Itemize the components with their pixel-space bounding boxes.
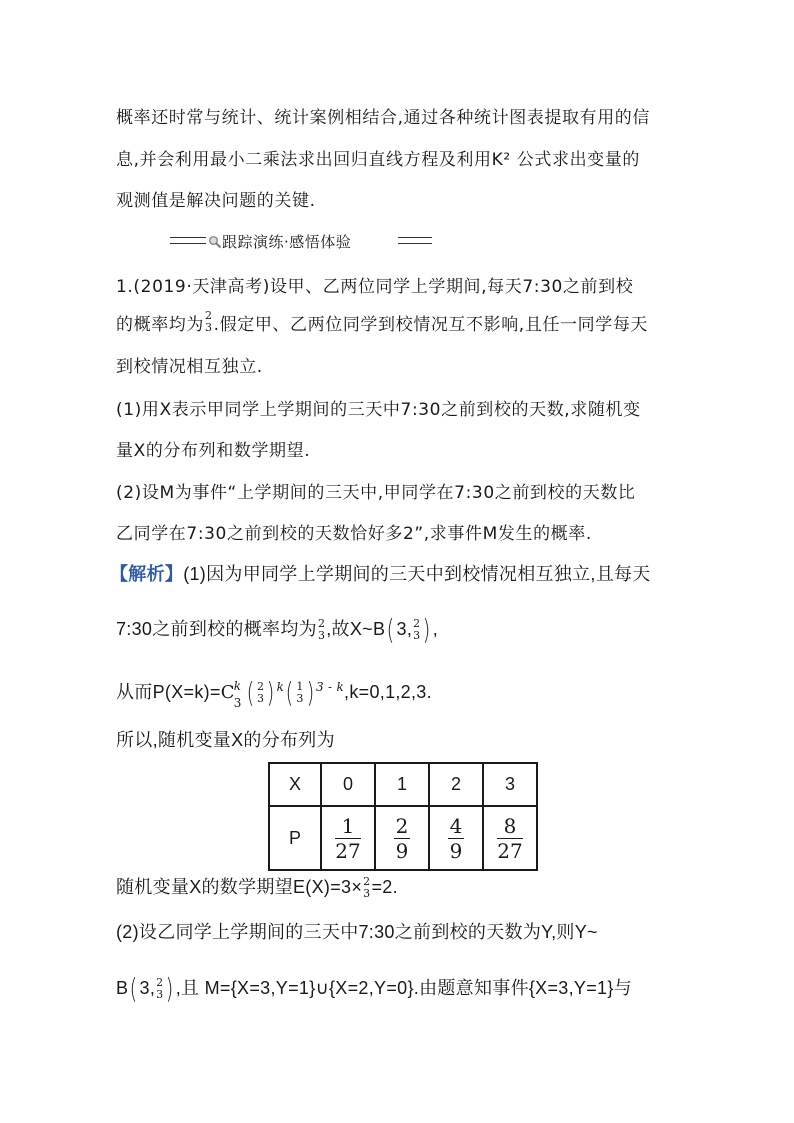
divider-rule-right: [398, 237, 432, 244]
solution-line-6: (2)设乙同学上学期间的三天中7:30之前到校的天数为Y,则Y~: [116, 922, 598, 942]
divider-rule-left: [170, 237, 206, 244]
solution-line-7: B(3, 2 3 ),且 M={X=3,Y=1}∪{X=2,Y=0}.由题意知事件{X=3,Y=1}与: [116, 972, 632, 1005]
prob-fraction: 2 3: [205, 309, 213, 334]
table-row: [269, 806, 537, 870]
table-row: [269, 763, 537, 806]
table-cell: 3: [483, 763, 537, 806]
question-line-3: 到校情况相互独立.: [116, 357, 263, 377]
prob-fraction-2: 2 3: [317, 617, 326, 642]
solution-line-5: 随机变量X的数学期望E(X)=3× 2 3 =2.: [116, 875, 398, 901]
magnifier-icon: [208, 235, 222, 249]
table-cell: [483, 806, 537, 870]
section-divider: [170, 233, 432, 253]
prob-value: $\frac{1}{27}$: [335, 813, 361, 863]
solution-line-3: 从而P(X=k)=C k 3 ( 2 3 ) $^k$( 1 3 ) $^{3 - k}$,k=0,1,2,3.: [116, 676, 432, 710]
intro-line-1: 概率还时常与统计、统计案例相结合,通过各种统计图表提取有用的信: [116, 108, 651, 128]
expectation-fraction: 2 3: [363, 875, 371, 901]
distribution-table: [268, 762, 538, 871]
section-title-text: 跟踪演练·感悟体验: [222, 233, 352, 251]
question-part1-line-1: (1)用X表示甲同学上学期间的三天中7:30之前到校的天数,求随机变: [116, 400, 641, 420]
table-cell: X: [269, 763, 321, 806]
question-line-2b: .假定甲、乙两位同学到校情况互不影响,且任一同学每天: [213, 315, 649, 335]
table-cell: 0: [321, 763, 375, 806]
combination-symbol: C k 3: [220, 679, 242, 710]
binomial-p-fraction-y: 2 3: [156, 976, 164, 1001]
section-title: [208, 231, 351, 252]
question-part2-line-2: 乙同学在7:30之前到校的天数恰好多2”,求事件M发生的概率.: [116, 524, 592, 544]
binomial-p-fraction: 2 3: [413, 617, 421, 642]
table-cell: [429, 806, 483, 870]
solution-line-4: 所以,随机变量X的分布列为: [116, 730, 335, 750]
solution-line-2: 7:30之前到校的概率均为 2 3 ,故X~B(3, 2 3 ),: [116, 613, 438, 646]
intro-line-3: 观测值是解决问题的关键.: [116, 191, 316, 211]
one-third-fraction: 1 3: [296, 680, 304, 706]
solution-text-1: (1)因为甲同学上学期间的三天中到校情况相互独立,且每天: [183, 564, 651, 584]
prob-value: $\frac{2}{9}$: [395, 813, 409, 863]
two-thirds-fraction: 2 3: [257, 680, 265, 706]
table-cell: 1: [375, 763, 429, 806]
question-line-1: 1.(2019·天津高考)设甲、乙两位同学上学期间,每天7:30之前到校: [116, 277, 634, 297]
table-cell: [375, 806, 429, 870]
solution-line-1: [110, 563, 651, 585]
solution-label: 【解析】: [110, 564, 184, 584]
intro-line-2: 息,并会利用最小二乘法求出回归直线方程及利用K² 公式求出变量的: [116, 150, 640, 170]
table-cell: [321, 806, 375, 870]
table-cell: P: [269, 806, 321, 870]
question-part1-line-2: 量X的分布列和数学期望.: [116, 441, 311, 461]
question-line-2: [116, 309, 649, 336]
question-line-2a: 的概率均为: [116, 315, 204, 335]
table-cell: 2: [429, 763, 483, 806]
prob-value: $\frac{8}{27}$: [497, 813, 523, 863]
question-part2-line-1: (2)设M为事件“上学期间的三天中,甲同学在7:30之前到校的天数比: [116, 483, 636, 503]
prob-value: $\frac{4}{9}$: [449, 813, 463, 863]
